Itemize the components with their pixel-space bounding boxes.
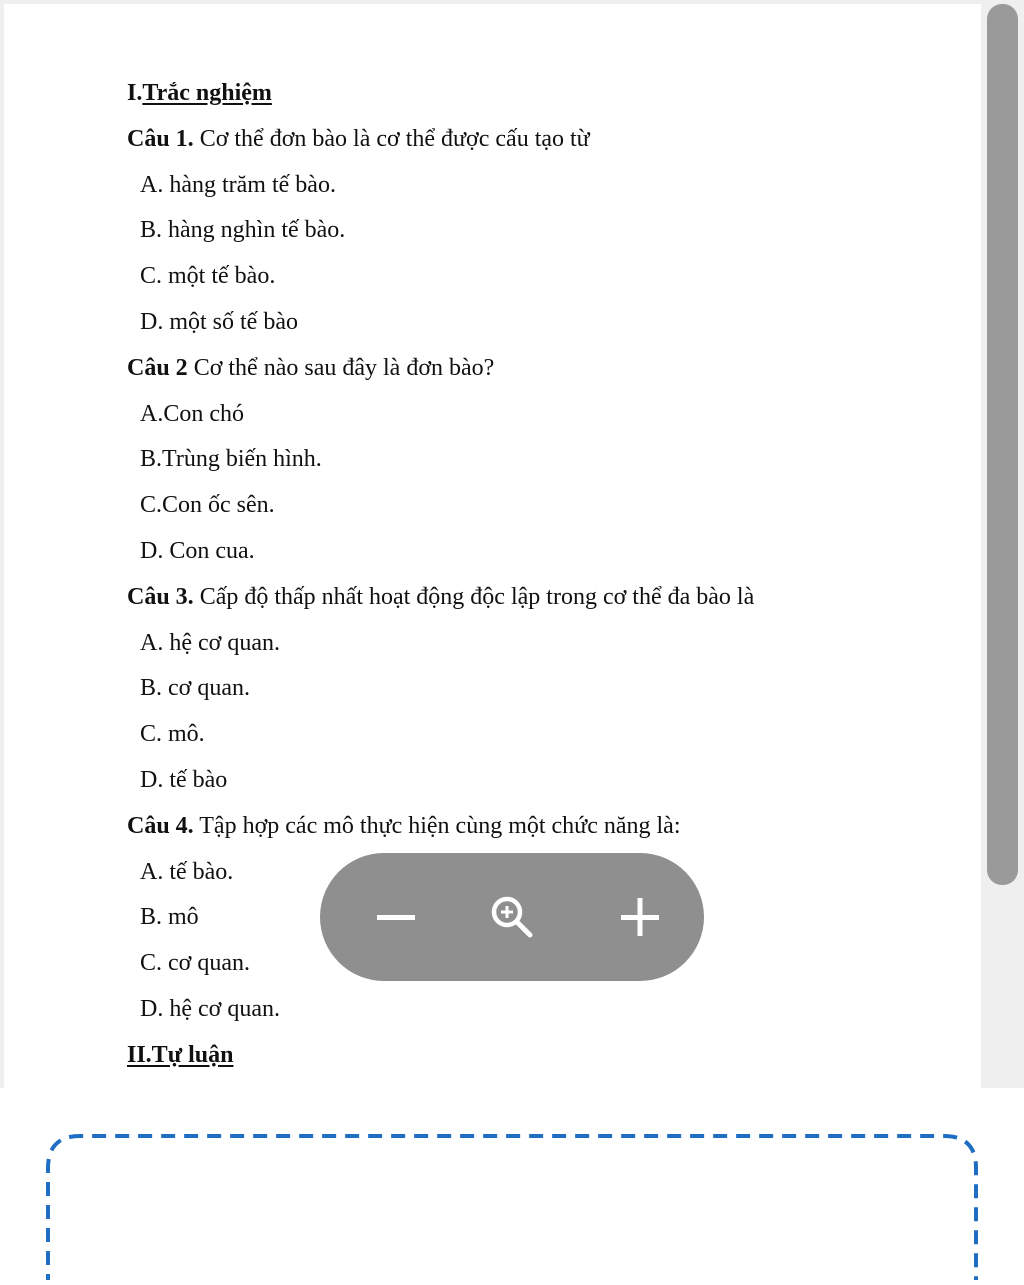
- answer-option: C. mô.: [140, 721, 205, 748]
- section-title: II.Tự luận: [127, 1041, 234, 1068]
- minus-icon: [376, 897, 416, 937]
- answer-option: D. tế bào: [140, 766, 228, 793]
- question-1: [127, 117, 967, 163]
- upload-drop-area[interactable]: [0, 1088, 1024, 1280]
- question-text: Cơ thể đơn bào là cơ thể được cấu tạo từ: [199, 125, 590, 152]
- question-3: [127, 575, 967, 621]
- zoom-out-button[interactable]: [332, 853, 460, 981]
- answer-option: C.Con ốc sên.: [140, 492, 275, 519]
- section-heading-tu-luan: [127, 1033, 967, 1079]
- answer-option: C. cơ quan.: [140, 950, 251, 977]
- question-number: Câu 4.: [127, 812, 194, 839]
- dashed-border: [0, 1088, 1024, 1280]
- question-2: [127, 346, 967, 392]
- answer-option: A. hàng trăm tế bào.: [140, 171, 336, 198]
- answer-option: D. một số tế bào: [140, 308, 298, 335]
- section-title: Trắc nghiệm: [142, 80, 272, 106]
- vertical-scrollbar[interactable]: [987, 4, 1018, 885]
- answer-option: B. hàng nghìn tế bào.: [140, 217, 346, 244]
- question-number: Câu 1.: [127, 125, 194, 152]
- answer-option: B.Trùng biến hình.: [140, 446, 322, 473]
- question-text: Cấp độ thấp nhất hoạt động độc lập trong cơ thể đa bào là: [199, 583, 755, 610]
- answer-option: A.Con chó: [140, 400, 244, 427]
- question-number: Câu 3.: [127, 583, 194, 610]
- question-4: [127, 804, 967, 850]
- section-number: I.: [127, 80, 143, 106]
- section-heading-trac-nghiem: [127, 71, 967, 117]
- question-number: Câu 2: [127, 354, 188, 381]
- answer-option: C. một tế bào.: [140, 263, 276, 290]
- answer-option: A. hệ cơ quan.: [140, 629, 280, 656]
- question-text: Cơ thể nào sau đây là đơn bào?: [193, 354, 495, 381]
- answer-option: B. cơ quan.: [140, 675, 251, 702]
- zoom-controls: [320, 853, 704, 981]
- zoom-in-button[interactable]: [576, 853, 704, 981]
- question-text: Tập hợp các mô thực hiện cùng một chức năng là:: [199, 812, 681, 839]
- zoom-reset-button[interactable]: [448, 853, 576, 981]
- zoom-magnifier-icon: [487, 892, 537, 942]
- answer-option: B. mô: [140, 904, 199, 931]
- answer-option: D. Con cua.: [140, 537, 255, 564]
- answer-option: A. tế bào.: [140, 858, 234, 885]
- answer-option: D. hệ cơ quan.: [140, 995, 280, 1022]
- plus-icon: [620, 897, 660, 937]
